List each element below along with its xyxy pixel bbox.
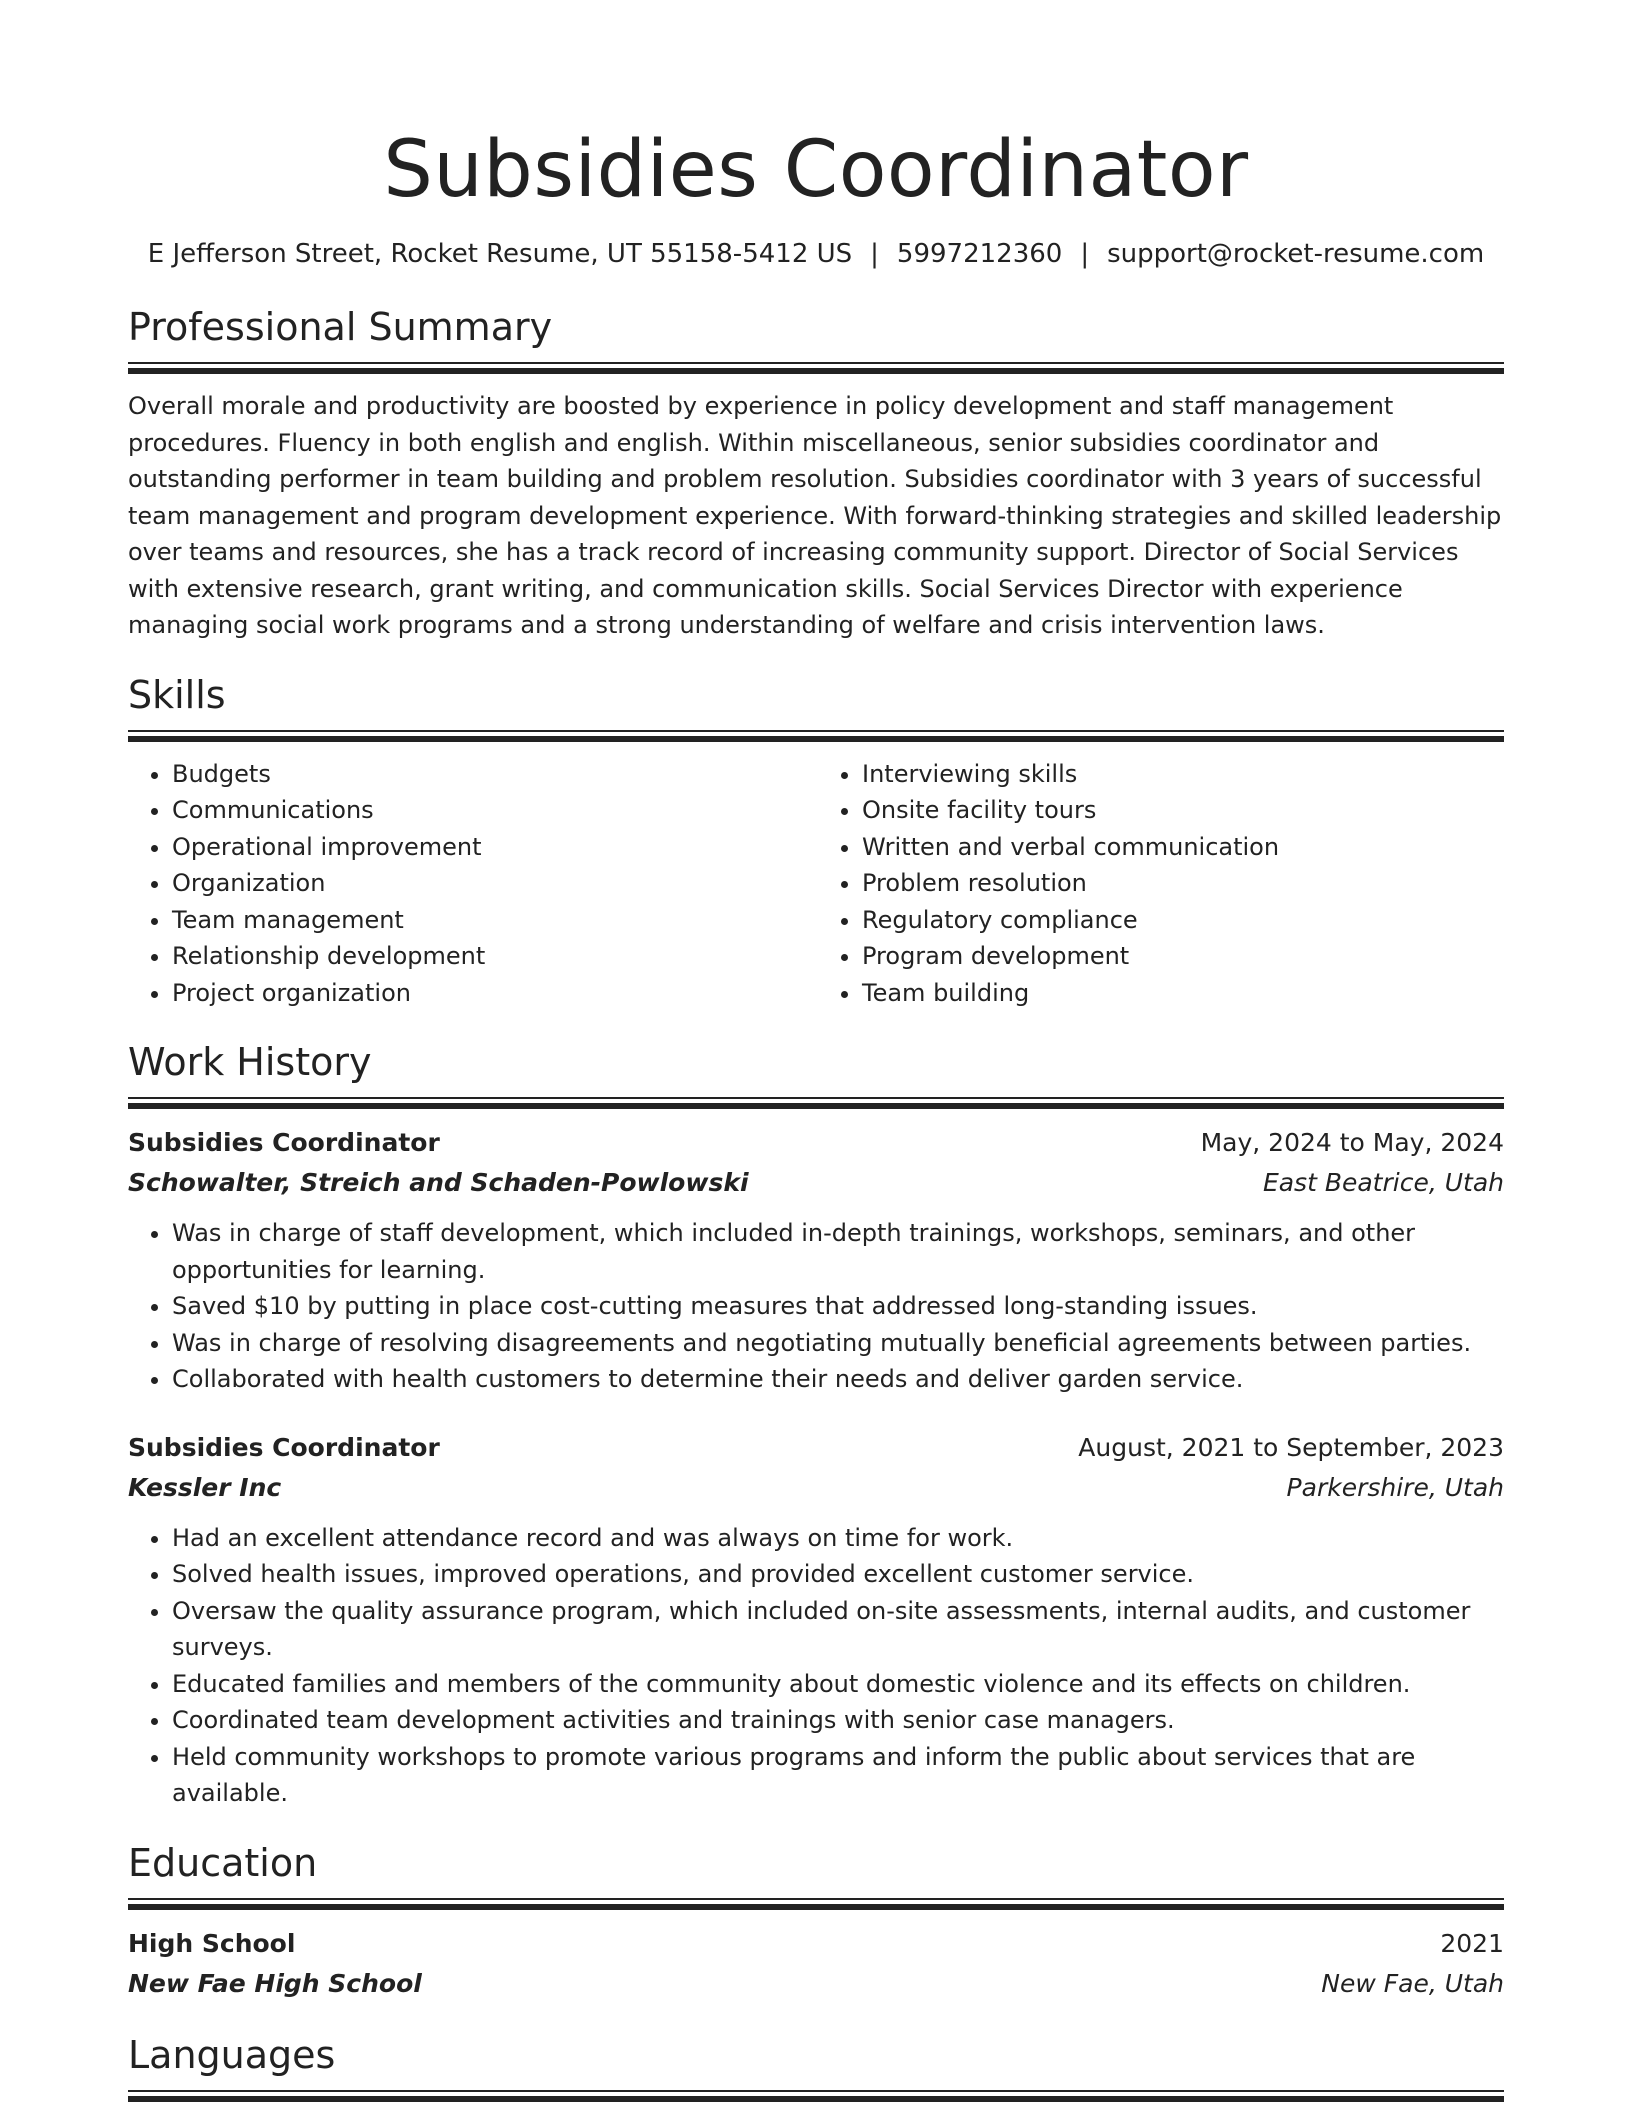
job-employer: Schowalter, Streich and Schaden-Powlowski	[128, 1168, 749, 1197]
job-header	[128, 1428, 1504, 1468]
skill-item: • Relationship development	[172, 938, 816, 975]
education-section	[128, 1840, 1504, 2004]
section-title-languages: Languages	[128, 2032, 336, 2077]
skill-item: • Organization	[172, 865, 816, 902]
skill-item: • Project organization	[172, 975, 816, 1012]
job-bullet: • Saved $10 by putting in place cost-cutting measures that addressed long-standing issues.	[172, 1288, 1504, 1325]
skill-item: • Problem resolution	[862, 865, 1504, 902]
summary-section	[128, 304, 1504, 644]
education-entry	[128, 1924, 1504, 2004]
education-location: New Fae, Utah	[1321, 1968, 1504, 1998]
languages-section	[128, 2032, 1504, 2102]
job-title: Subsidies Coordinator	[128, 1432, 440, 1462]
job-bullet: • Had an excellent attendance record and was always on time for work.	[172, 1520, 1504, 1557]
education-school: New Fae High School	[128, 1968, 422, 1998]
contact-address: E Jefferson Street, Rocket Resume, UT 55158-5412 US	[147, 239, 853, 269]
skill-item: • Team management	[172, 902, 816, 939]
job-bullet: • Educated families and members of the community about domestic violence and its effects on children.	[172, 1666, 1504, 1703]
contact-separator: |	[870, 239, 879, 269]
skill-item: • Regulatory compliance	[862, 902, 1504, 939]
skill-item: • Interviewing skills	[862, 756, 1504, 793]
contact-phone: 5997212360	[896, 239, 1063, 269]
education-header	[128, 1924, 1504, 1964]
skill-item: • Onsite facility tours	[862, 792, 1504, 829]
skill-item: • Budgets	[172, 756, 816, 793]
work-history-section	[128, 1039, 1504, 1812]
job-header	[128, 1123, 1504, 1163]
job-bullet: • Was in charge of staff development, which included in-depth trainings, workshops, seminars, and other opportunities for learning.	[172, 1215, 1504, 1288]
job-bullet: • Coordinated team development activities and trainings with senior case managers.	[172, 1702, 1504, 1739]
job-location: East Beatrice, Utah	[1262, 1168, 1504, 1197]
section-divider	[128, 362, 1504, 374]
section-title-summary: Professional Summary	[128, 305, 553, 349]
job-bullets	[128, 1215, 1504, 1398]
education-year: 2021	[1440, 1928, 1504, 1958]
job-title: Subsidies Coordinator	[128, 1128, 440, 1157]
job-bullet: • Held community workshops to promote various programs and inform the public about services that are available.	[172, 1739, 1504, 1812]
section-divider	[128, 1898, 1504, 1910]
section-title-skills: Skills	[128, 672, 226, 717]
resume-page	[128, 0, 1504, 2102]
skill-item: • Communications	[172, 792, 816, 829]
job-bullet: • Was in charge of resolving disagreements and negotiating mutually beneficial agreements between parties.	[172, 1325, 1504, 1362]
job-bullet: • Oversaw the quality assurance program, which included on-site assessments, internal audits, and customer surveys.	[172, 1593, 1504, 1666]
skill-item: • Operational improvement	[172, 829, 816, 866]
section-title-work-history: Work History	[128, 1040, 372, 1084]
section-title-education: Education	[128, 1840, 318, 1885]
job-bullet: • Collaborated with health customers to determine their needs and deliver garden service.	[172, 1361, 1504, 1398]
skills-column-left	[128, 756, 816, 1012]
job-location: Parkershire, Utah	[1286, 1472, 1504, 1502]
job-bullets	[128, 1520, 1504, 1812]
section-divider	[128, 730, 1504, 742]
job-subheader	[128, 1468, 1504, 1508]
job-dates: August, 2021 to September, 2023	[1078, 1432, 1504, 1462]
summary-text: Overall morale and productivity are boosted by experience in policy development and staff management procedures. Fluency in both english and english. Within miscellaneous, senior subsidies coordinator and outstanding performer in team building and problem resolution. Subsidies coordinator with 3 years of successful team management and program development experience. With forward-thinking strategies and skilled leadership over teams and resources, she has a track record of increasing community support. Director of Social Services with extensive research, grant writing, and communication skills. Social Services Director with experience managing social work programs and a strong understanding of welfare and crisis intervention laws.	[128, 392, 1502, 639]
section-divider	[128, 1097, 1504, 1109]
skill-item: • Written and verbal communication	[862, 829, 1504, 866]
skills-column-right	[816, 756, 1504, 1012]
skill-item: • Program development	[862, 938, 1504, 975]
contact-line	[128, 238, 1504, 270]
job-subheader	[128, 1163, 1504, 1203]
skills-list	[128, 756, 1504, 1012]
education-degree: High School	[128, 1928, 296, 1958]
skill-item: • Team building	[862, 975, 1504, 1012]
skills-section	[128, 672, 1504, 1012]
candidate-name: Subsidies Coordinator	[383, 125, 1249, 215]
section-divider	[128, 2090, 1504, 2102]
contact-separator: |	[1080, 239, 1090, 269]
job-entry	[128, 1428, 1504, 1812]
job-entry	[128, 1123, 1504, 1398]
education-subheader	[128, 1964, 1504, 2004]
contact-email: support@rocket-resume.com	[1107, 239, 1485, 269]
job-employer: Kessler Inc	[128, 1472, 282, 1502]
job-dates: May, 2024 to May, 2024	[1200, 1128, 1504, 1157]
job-bullet: • Solved health issues, improved operations, and provided excellent customer service.	[172, 1556, 1504, 1593]
